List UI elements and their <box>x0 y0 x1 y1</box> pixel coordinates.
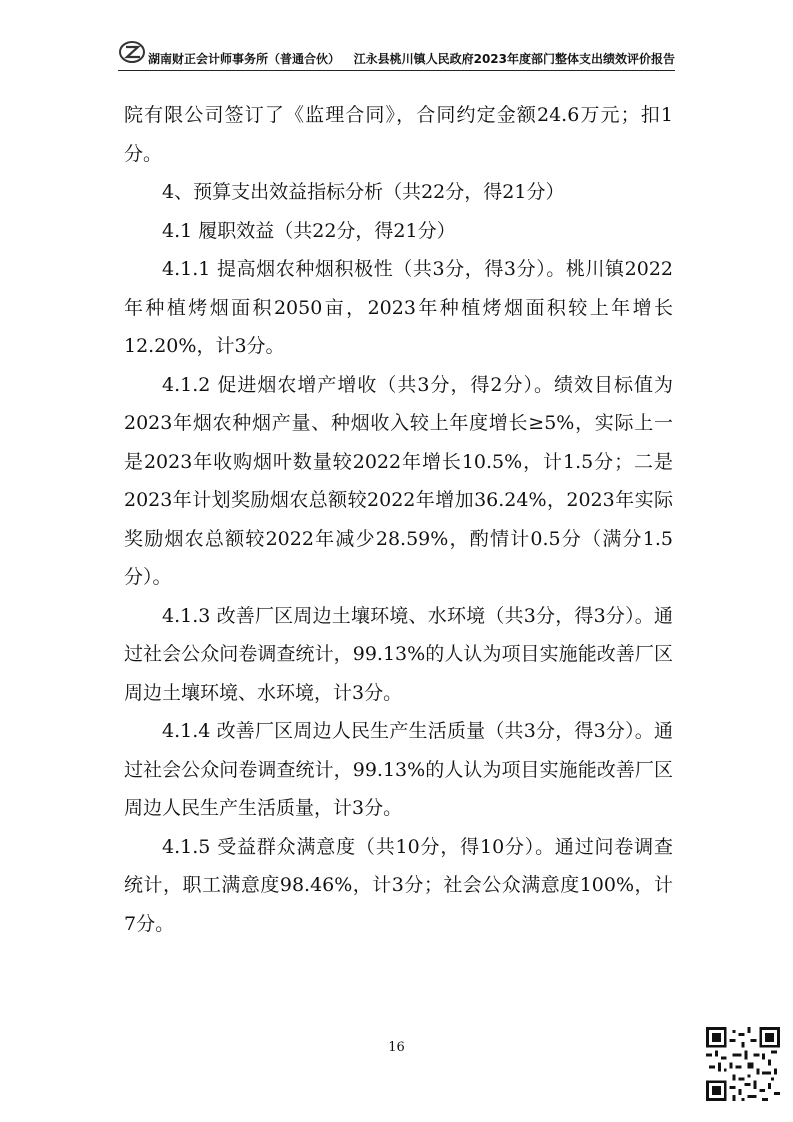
firm-logo-icon <box>118 40 152 64</box>
paragraph-4-1-2: 4.1.2 促进烟农增产增收（共3分，得2分）。绩效目标值为2023年烟农种烟产量、种烟收入较上年度增长≥5%，实际上一是2023年收购烟叶数量较2022年增长10.5%，计1.5分；二是2023年计划奖励烟农总额较2022年增加36.24%，2023年实际奖励烟农总额较2022年减少28.59%，酌情计0.5分（满分1.5分）。 <box>124 373 673 588</box>
paragraph-4-1-1: 4.1.1 提高烟农种烟积极性（共3分，得3分）。桃川镇2022年种植烤烟面积2050亩，2023年种植烤烟面积较上年增长12.20%，计3分。 <box>124 258 673 357</box>
section-heading-4: 4、预算支出效益指标分析（共22分，得21分） <box>162 181 565 203</box>
qr-code-icon <box>706 1027 780 1101</box>
paragraph-continuation: 院有限公司签订了《监理合同》，合同约定金额24.6万元；扣1分。 <box>124 104 673 165</box>
paragraph-4-1-3: 4.1.3 改善厂区周边土壤环境、水环境（共3分，得3分）。通过社会公众问卷调查统计，99.13%的人认为项目实施能改善厂区周边土壤环境、水环境，计3分。 <box>124 604 673 704</box>
report-title: 江永县桃川镇人民政府2023年度部门整体支出绩效评价报告 <box>353 52 675 66</box>
document-body <box>124 96 673 943</box>
page-header <box>118 36 675 71</box>
paragraph-4-1-4: 4.1.4 改善厂区周边人民生产生活质量（共3分，得3分）。通过社会公众问卷调查统计，99.13%的人认为项目实施能改善厂区周边人民生产生活质量，计3分。 <box>124 720 673 819</box>
section-heading-4-1: 4.1 履职效益（共22分，得21分） <box>162 219 456 242</box>
firm-name: 湖南财正会计师事务所（普通合伙） <box>148 52 341 66</box>
paragraph-4-1-5: 4.1.5 受益群众满意度（共10分，得10分）。通过问卷调查统计，职工满意度98.46%，计3分；社会公众满意度100%，计7分。 <box>124 835 673 935</box>
page-number: 16 <box>388 1040 405 1055</box>
